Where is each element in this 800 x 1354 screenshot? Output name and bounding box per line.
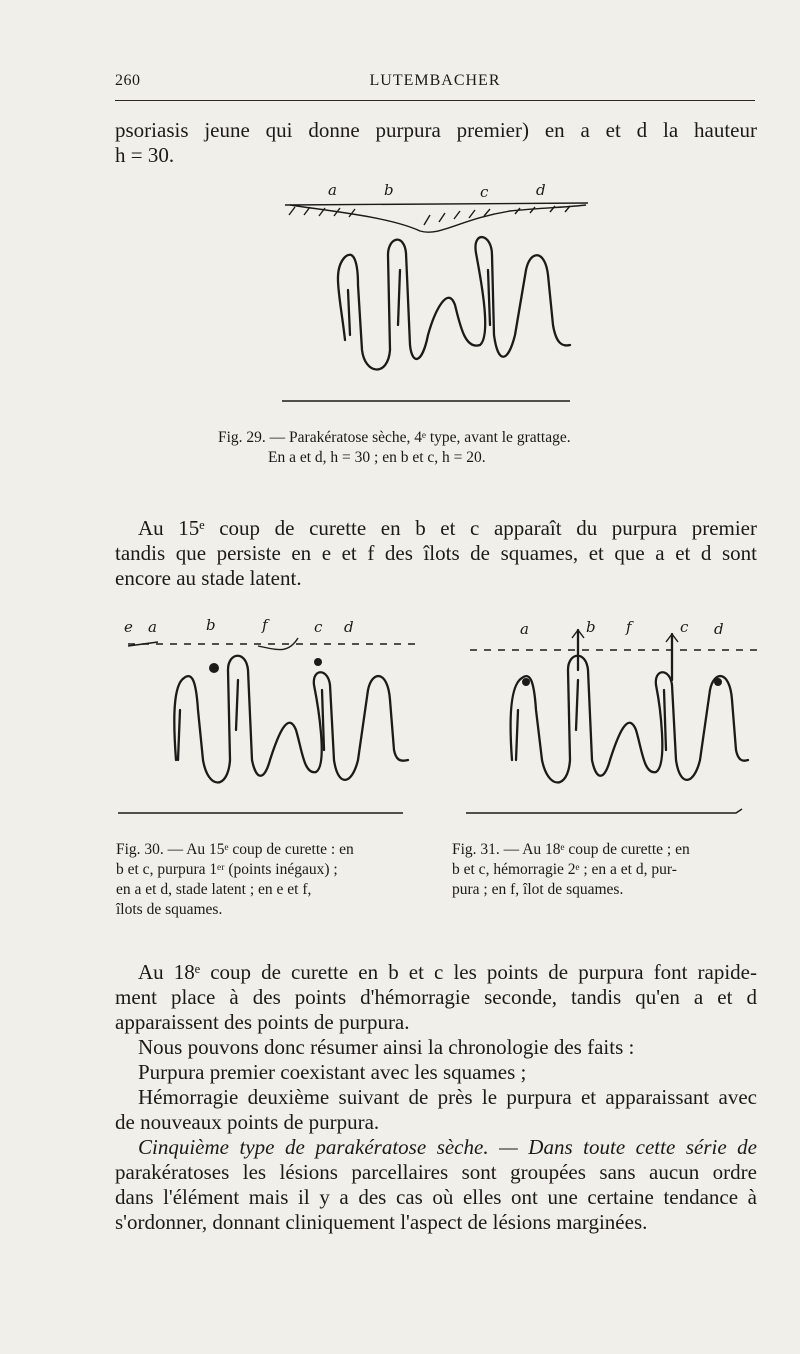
text-line: psoriasis jeune qui donne purpura premier) en a et d la hauteur — [115, 118, 757, 142]
fig31-hemorrhage-streaks — [578, 630, 672, 680]
fig31-papillae-outline — [511, 656, 748, 783]
intro-paragraph — [115, 118, 757, 168]
fig29-inner-lines — [348, 270, 490, 335]
text-line: encore au stade latent. — [115, 566, 302, 590]
fig31-baseline — [466, 809, 742, 813]
text-line: Hémorragie deuxième suivant de près le purpura et apparaissant avec — [138, 1085, 757, 1109]
text-line: Purpura premier coexistant avec les squames ; — [138, 1060, 527, 1084]
text-line: h = 30. — [115, 143, 175, 167]
figure-29-drawing — [270, 175, 600, 410]
page-number: 260 — [115, 72, 141, 89]
fig31-label-c: c — [680, 618, 689, 636]
fig31-label-a: a — [520, 620, 529, 638]
fig30-papillae-outline — [174, 656, 408, 783]
fig31-purpura-point-a — [522, 678, 530, 686]
fig30-label-a: a — [148, 618, 157, 636]
fig30-purpura-point-c — [314, 658, 322, 666]
text-line: parakératoses les lésions parcellaires sont groupées sans aucun ordre — [115, 1160, 757, 1184]
text-line: tandis que persiste en e et f des îlots de squames, et que a et d sont — [115, 541, 757, 565]
fig29-scale-layer — [290, 205, 586, 232]
fig29-label-a: a — [328, 181, 337, 199]
text-line: de nouveaux points de purpura. — [115, 1110, 380, 1134]
fig30-caption — [116, 840, 434, 920]
paragraph-18th-stroke — [115, 960, 757, 1235]
fig31-caption — [452, 840, 764, 900]
text-line: dans l'élément mais il y a des cas où elles ont une certaine tendance à — [115, 1185, 757, 1209]
fig29-papillae-outline — [338, 237, 570, 369]
fig29-label-b: b — [384, 181, 394, 199]
running-title: LUTEMBACHER — [369, 72, 501, 89]
section-heading-line: Cinquième type de parakératose sèche. — Dans toute cette série de — [138, 1135, 757, 1159]
fig30-label-f: f — [262, 616, 268, 634]
caption-line: b et c, purpura 1ᵉʳ (points inégaux) ; — [116, 861, 338, 878]
fig31-label-f: f — [626, 618, 632, 636]
header-rule — [115, 100, 755, 101]
caption-line: En a et d, h = 30 ; en b et c, h = 20. — [268, 449, 486, 466]
caption-line: pura ; en f, îlot de squames. — [452, 881, 624, 898]
text-line: apparaissent des points de purpura. — [115, 1010, 410, 1034]
fig31-purpura-point-d — [714, 678, 722, 686]
text-line: Nous pouvons donc résumer ainsi la chronologie des faits : — [138, 1035, 635, 1059]
figure-30-drawing — [118, 610, 418, 825]
caption-line: b et c, hémorragie 2ᵉ ; en a et d, pur- — [452, 861, 677, 878]
fig30-label-b: b — [206, 616, 216, 634]
fig29-caption — [218, 428, 678, 468]
fig31-label-b: b — [586, 618, 596, 636]
paragraph-15th-stroke — [115, 516, 757, 591]
fig29-surface-line — [285, 203, 588, 205]
text-line: Au 15ᵉ coup de curette en b et c apparaît du purpura premier — [138, 516, 757, 540]
text-line: Au 18ᵉ coup de curette en b et c les points de purpura font rapide- — [138, 960, 757, 984]
fig30-label-e: e — [124, 618, 133, 636]
fig30-label-d: d — [344, 618, 354, 636]
text-line: ment place à des points d'hémorragie seconde, tandis qu'en a et d — [115, 985, 757, 1009]
fig29-label-d: d — [536, 181, 546, 199]
text-line: s'ordonner, donnant cliniquement l'aspect de lésions marginées. — [115, 1210, 648, 1234]
figure-31-drawing — [460, 610, 760, 825]
caption-line: Fig. 30. — Au 15ᵉ coup de curette : en — [116, 841, 354, 858]
caption-line: îlots de squames. — [116, 901, 223, 918]
caption-line: Fig. 29. — Parakératose sèche, 4ᵉ type, avant le grattage. — [218, 429, 571, 446]
fig29-label-c: c — [480, 183, 489, 201]
page-header — [115, 68, 755, 98]
fig30-purpura-point-b — [209, 663, 219, 673]
caption-line: Fig. 31. — Au 18ᵉ coup de curette ; en — [452, 841, 690, 858]
fig31-label-d: d — [714, 620, 724, 638]
caption-line: en a et d, stade latent ; en e et f, — [116, 881, 312, 898]
fig30-label-c: c — [314, 618, 323, 636]
